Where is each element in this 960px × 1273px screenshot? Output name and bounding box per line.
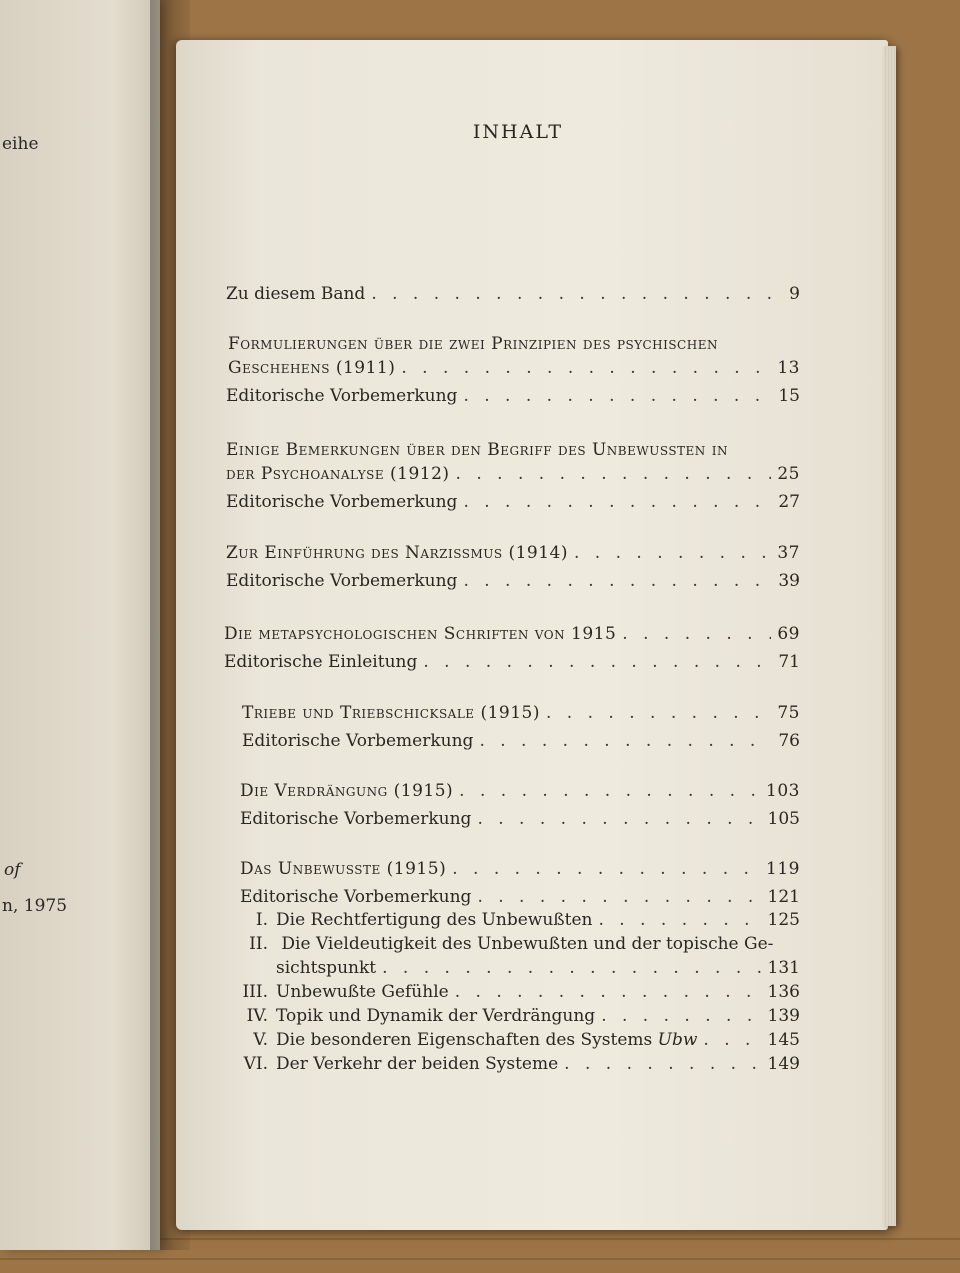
toc-subentry <box>242 910 800 934</box>
toc-page-number: 149 <box>767 1054 800 1074</box>
toc-leader <box>477 809 761 829</box>
toc-page-number: 37 <box>777 543 800 563</box>
toc-page-number: 145 <box>767 1030 800 1050</box>
toc-page-number: 27 <box>778 492 800 512</box>
toc-page-number: 39 <box>778 571 800 591</box>
toc-leader <box>703 1030 761 1050</box>
toc-entry <box>226 543 800 567</box>
toc-entry <box>242 731 800 755</box>
left-page-fragment: eihe <box>2 134 39 154</box>
toc-entry-title: Das Unbewusste (1915) <box>240 859 447 879</box>
toc-entry-title: Zu diesem Band <box>226 284 366 304</box>
toc-entry <box>226 386 800 410</box>
toc-leader <box>599 910 762 930</box>
toc-subentry <box>242 1054 800 1078</box>
toc-page-number: 119 <box>766 859 800 879</box>
toc-entry <box>224 652 800 676</box>
toc-leader <box>477 887 761 907</box>
toc-entry <box>226 571 800 595</box>
toc-page-number: 71 <box>778 652 800 672</box>
toc-entry-title: Editorische Vorbemerkung <box>226 571 458 591</box>
toc-leader <box>459 781 760 801</box>
toc-entry <box>240 859 800 883</box>
toc-entry <box>224 624 800 648</box>
toc-subentry <box>242 982 800 1006</box>
toc-roman-number: III. <box>242 982 268 1002</box>
toc-leader <box>622 624 771 644</box>
toc-leader <box>371 284 772 304</box>
toc-entry <box>228 358 800 382</box>
toc-entry-title: Topik und Dynamik der Verdrängung <box>276 1006 596 1026</box>
toc-entry-title: Die metapsychologischen Schriften von 1915 <box>224 624 617 644</box>
toc-roman-number: II. <box>249 934 268 954</box>
toc-roman-number: VI. <box>243 1054 268 1074</box>
toc-entry <box>240 887 800 911</box>
left-page-fragment: of <box>4 860 21 880</box>
toc-entry <box>226 492 800 516</box>
toc-entry-title: Editorische Vorbemerkung <box>226 386 458 406</box>
toc-leader <box>546 703 771 723</box>
toc-page-number: 136 <box>767 982 800 1002</box>
toc-entry-title <box>276 1030 697 1050</box>
toc-entry-title: Editorische Vorbemerkung <box>240 887 472 907</box>
toc-page-number: 25 <box>777 464 800 484</box>
toc-subentry-line1 <box>242 934 773 954</box>
toc-leader <box>423 652 772 672</box>
toc-entry-title: Editorische Vorbemerkung <box>242 731 474 751</box>
left-page <box>0 0 160 1250</box>
toc-subentry <box>242 1006 800 1030</box>
toc-leader <box>463 386 772 406</box>
toc-page-number: 121 <box>767 887 800 907</box>
toc-subentry <box>276 958 800 982</box>
toc-page-number: 75 <box>777 703 800 723</box>
toc-leader <box>401 358 771 378</box>
toc-page-number: 139 <box>767 1006 800 1026</box>
toc-leader <box>455 982 762 1002</box>
toc-page-number: 13 <box>777 358 800 378</box>
toc-roman-number: IV. <box>246 1006 268 1026</box>
toc-leader <box>601 1006 761 1026</box>
toc-leader <box>463 492 772 512</box>
toc-roman-number: I. <box>255 910 268 930</box>
toc-page-number: 125 <box>767 910 800 930</box>
toc-page-number: 15 <box>778 386 800 406</box>
toc-page-number: 9 <box>789 284 800 304</box>
toc-entry-title: Geschehens (1911) <box>228 358 396 378</box>
toc-entry-title: Triebe und Triebschicksale (1915) <box>242 703 540 723</box>
toc-entry-title: Editorische Einleitung <box>224 652 418 672</box>
page-edge <box>884 46 896 1226</box>
toc-roman-number: V. <box>253 1030 268 1050</box>
toc-leader <box>574 543 771 563</box>
toc-entry <box>226 464 800 488</box>
toc-page-number: 105 <box>767 809 800 829</box>
toc-entry <box>226 284 800 308</box>
toc-entry-title-line1: Einige Bemerkungen über den Begriff des Unbewussten in <box>226 440 728 460</box>
toc-subentry <box>242 1030 800 1054</box>
toc-entry-title-text: Die besonderen Eigenschaften des Systems <box>276 1030 653 1050</box>
toc-entry-title: Editorische Vorbemerkung <box>240 809 472 829</box>
toc-entry-title-line1: Formulierungen über die zwei Prinzipien des psychischen <box>228 334 718 354</box>
toc-leader <box>382 958 761 978</box>
toc-entry <box>240 809 800 833</box>
toc-entry-title: Der Verkehr der beiden Systeme <box>276 1054 559 1074</box>
toc-entry <box>242 703 800 727</box>
toc-page-number: 131 <box>767 958 800 978</box>
toc-entry-title: Die Rechtfertigung des Unbewußten <box>276 910 593 930</box>
toc-entry-title: Editorische Vorbemerkung <box>226 492 458 512</box>
toc-entry-title: Zur Einführung des Narzissmus (1914) <box>226 543 568 563</box>
toc-leader <box>452 859 760 879</box>
toc-entry-title-line1: Die Vieldeutigkeit des Unbewußten und der topische Ge- <box>281 934 774 954</box>
toc-page-number: 69 <box>777 624 800 644</box>
toc-entry-title: der Psychoanalyse (1912) <box>226 464 450 484</box>
toc-page-number: 76 <box>778 731 800 751</box>
toc-entry-title: Unbewußte Gefühle <box>276 982 449 1002</box>
page-title: INHALT <box>472 121 564 143</box>
toc-entry-title: sichtspunkt <box>276 958 377 978</box>
toc-leader <box>564 1054 761 1074</box>
left-page-fragment: n, 1975 <box>2 896 68 916</box>
toc-leader <box>463 571 772 591</box>
toc-entry <box>240 781 800 805</box>
toc-entry-title-italic: Ubw <box>657 1030 698 1050</box>
toc-entry-title: Die Verdrängung (1915) <box>240 781 454 801</box>
toc-leader <box>456 464 772 484</box>
toc-page-number: 103 <box>766 781 800 801</box>
table-grain <box>0 1258 960 1260</box>
toc-leader <box>479 731 772 751</box>
